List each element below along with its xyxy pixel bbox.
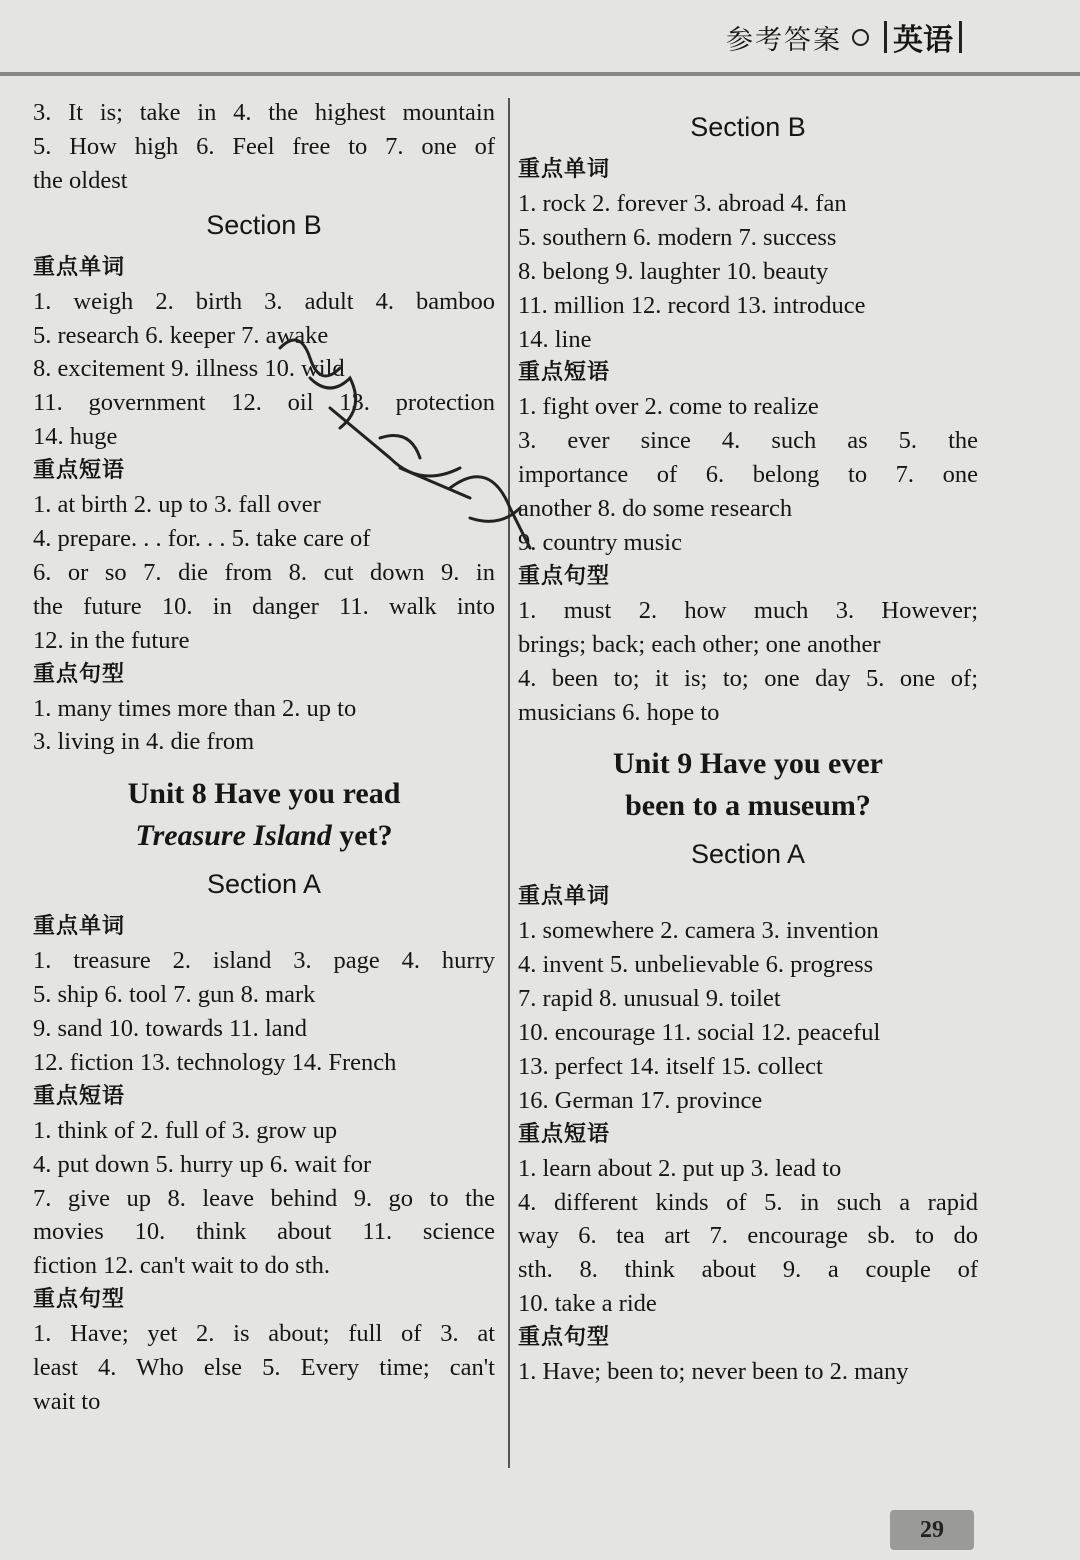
answer-line: 4. invent 5. unbelievable 6. progress [518, 951, 874, 979]
answer-line: 5. research 6. keeper 7. awake [33, 321, 329, 349]
answer-line: 4. been to; it is; to; one day 5. one of; [518, 664, 978, 692]
answer-line: fiction 12. can't wait to do sth. [33, 1252, 331, 1280]
section-title: Section B [690, 112, 806, 142]
answer-line: 1. somewhere 2. camera 3. invention [518, 917, 879, 945]
unit-8-title-end: yet? [331, 819, 393, 853]
page-number: 29 [890, 1510, 974, 1550]
unit-8-title-line1: Unit 8 Have you read [127, 777, 401, 811]
section-title: Section A [690, 839, 806, 870]
divider-bar [884, 21, 887, 53]
unit-9-title-line1: Unit 9 Have you ever [613, 747, 883, 781]
answer-line: 1. weigh 2. birth 3. adult 4. bamboo [33, 287, 495, 315]
answer-line: 3. It is; take in 4. the highest mountain [33, 99, 495, 126]
answer-line: 7. rapid 8. unusual 9. toilet [518, 985, 781, 1013]
answer-line: sth. 8. think about 9. a couple of [518, 1256, 978, 1284]
book-title: Treasure Island [135, 819, 332, 853]
sentence-label: 重点句型 [33, 1287, 126, 1313]
answer-line: 9. sand 10. towards 11. land [33, 1015, 307, 1043]
answer-line: 1. think of 2. full of 3. grow up [33, 1116, 338, 1144]
answer-line: 5. southern 6. modern 7. success [518, 223, 837, 251]
answer-line: the future 10. in danger 11. walk into [33, 592, 495, 620]
answer-line: 6. or so 7. die from 8. cut down 9. in [33, 558, 495, 586]
answer-line: another 8. do some research [518, 495, 793, 523]
answer-line: 1. at birth 2. up to 3. fall over [33, 491, 321, 519]
answer-line: 1. Have; been to; never been to 2. many [518, 1358, 909, 1386]
answer-line: 8. belong 9. laughter 10. beauty [518, 257, 829, 285]
unit-9-title-line2: been to a museum? [625, 789, 871, 823]
answer-line: movies 10. think about 11. science [33, 1218, 495, 1246]
answer-line: 7. give up 8. leave behind 9. go to the [33, 1184, 495, 1212]
answer-line: 12. fiction 13. technology 14. French [33, 1048, 397, 1076]
answer-line: 9. country music [518, 528, 682, 556]
phrase-label: 重点短语 [33, 458, 126, 484]
answer-line: least 4. Who else 5. Every time; can't [33, 1354, 495, 1382]
section-title: Section B [206, 209, 322, 240]
unit-8-title [33, 773, 495, 857]
phrase-label: 重点短语 [33, 1083, 126, 1109]
header-rule [0, 72, 1080, 76]
answer-line: 1. treasure 2. island 3. page 4. hurry [33, 947, 495, 975]
answer-line: 5. How high 6. Feel free to 7. one of [33, 132, 495, 160]
answer-line: 4. prepare. . . for. . . 5. take care of [33, 524, 371, 552]
answer-line: 4. put down 5. hurry up 6. wait for [33, 1150, 372, 1178]
sentence-label: 重点句型 [518, 1325, 611, 1351]
answer-line: 1. learn about 2. put up 3. lead to [518, 1154, 842, 1182]
answer-reference-label: 参考答案 [726, 24, 842, 56]
unit-9-title [518, 743, 978, 827]
answer-line: 1. many times more than 2. up to [33, 694, 357, 722]
subject-label: 英语 [893, 23, 953, 58]
right-column [518, 96, 978, 1389]
answer-line: 8. excitement 9. illness 10. wild [33, 355, 345, 383]
answer-line: 1. must 2. how much 3. However; [518, 596, 978, 624]
vocab-label: 重点单词 [33, 914, 126, 940]
divider-bar [959, 21, 962, 53]
answer-line: 4. different kinds of 5. in such a rapid [518, 1188, 978, 1216]
column-divider [508, 98, 510, 1468]
answer-line: 10. take a ride [518, 1290, 657, 1318]
answer-line: 11. million 12. record 13. introduce [518, 291, 866, 319]
phrase-label: 重点短语 [518, 1121, 611, 1147]
answer-line: 3. ever since 4. such as 5. the [518, 427, 978, 455]
page-header [726, 14, 968, 60]
vocab-label: 重点单词 [518, 157, 611, 182]
left-column [33, 96, 495, 1419]
answer-line: brings; back; each other; one another [518, 630, 881, 658]
circle-icon [852, 29, 869, 46]
vocab-label: 重点单词 [518, 884, 611, 910]
answer-line: 1. Have; yet 2. is about; full of 3. at [33, 1320, 495, 1348]
sentence-label: 重点句型 [518, 563, 611, 589]
answer-line: 1. rock 2. forever 3. abroad 4. fan [518, 189, 847, 217]
section-title: Section A [206, 869, 322, 900]
answer-line: musicians 6. hope to [518, 698, 720, 726]
answer-line: 14. line [518, 325, 592, 353]
answer-line: 12. in the future [33, 626, 190, 654]
sentence-label: 重点句型 [33, 661, 126, 687]
answer-line: 16. German 17. province [518, 1086, 763, 1114]
answer-line: wait to [33, 1388, 101, 1415]
phrase-label: 重点短语 [518, 360, 611, 386]
vocab-label: 重点单词 [33, 254, 126, 280]
answer-line: 13. perfect 14. itself 15. collect [518, 1052, 823, 1080]
answer-line: importance of 6. belong to 7. one [518, 461, 978, 489]
answer-line: 10. encourage 11. social 12. peaceful [518, 1019, 881, 1047]
answer-line: 11. government 12. oil 13. protection [33, 389, 495, 417]
answer-line: way 6. tea art 7. encourage sb. to do [518, 1222, 978, 1250]
answer-line: 1. fight over 2. come to realize [518, 393, 819, 421]
answer-line: 5. ship 6. tool 7. gun 8. mark [33, 981, 316, 1009]
answer-line: the oldest [33, 166, 128, 194]
answer-line: 3. living in 4. die from [33, 728, 255, 756]
answer-line: 14. huge [33, 423, 118, 451]
